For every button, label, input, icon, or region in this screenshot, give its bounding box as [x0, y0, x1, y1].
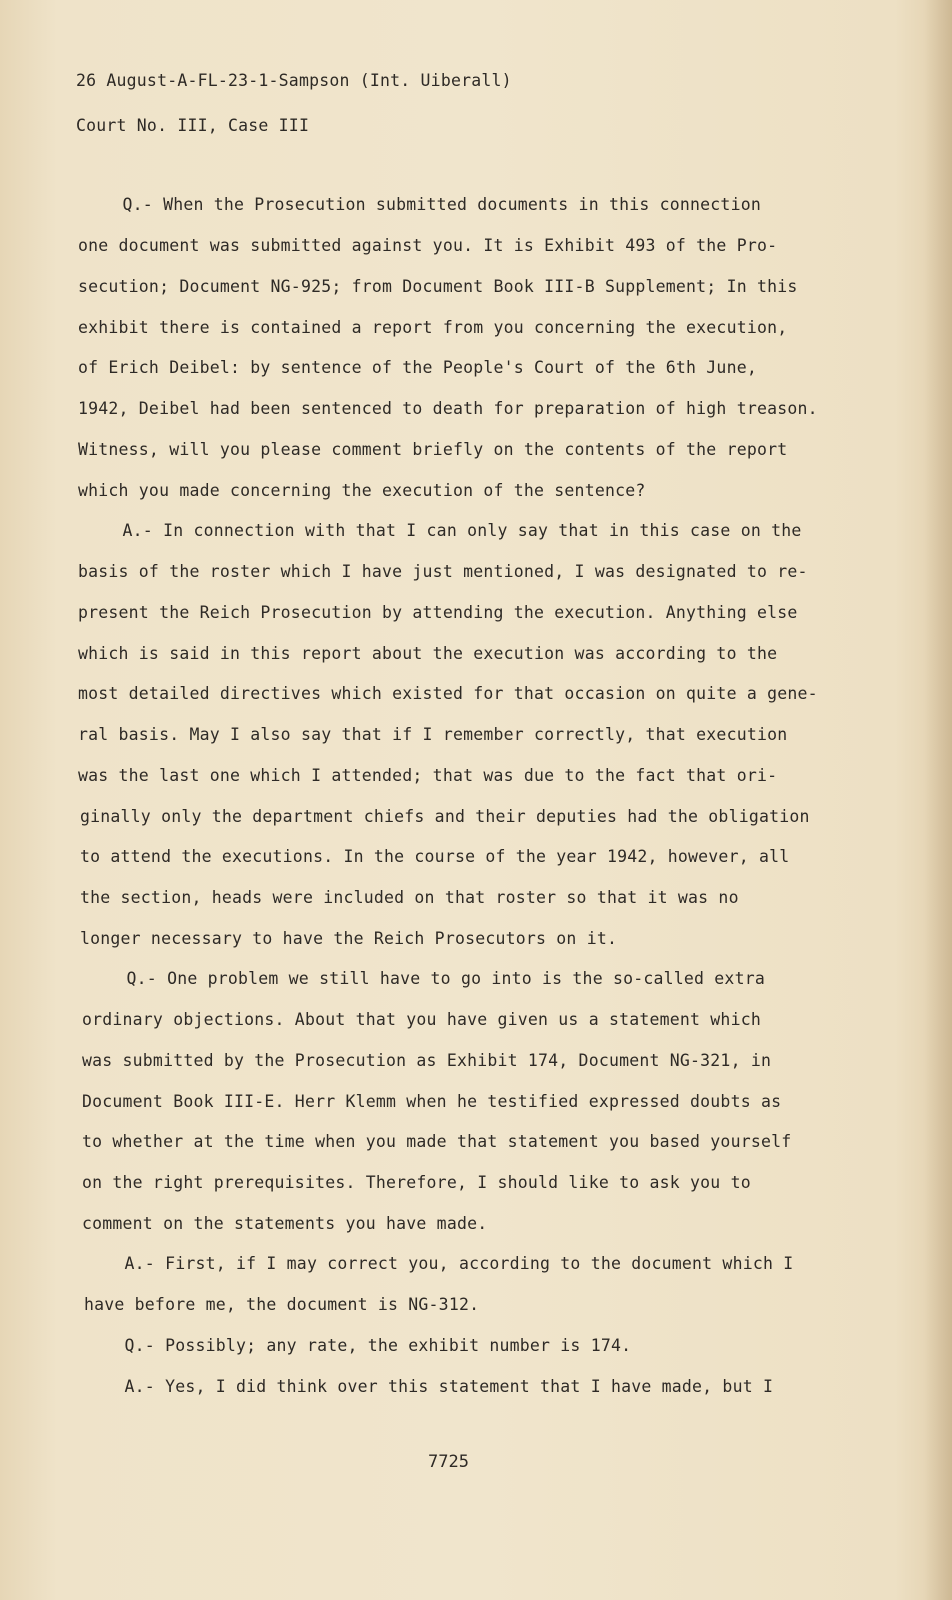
body-line: A.- First, if I may correct you, according to the document which I — [84, 1254, 794, 1273]
body-line: was submitted by the Prosecution as Exhibit 174, Document NG-321, in — [82, 1051, 772, 1070]
body-line: ral basis. May I also say that if I remember correctly, that execution — [78, 725, 788, 744]
body-line: A.- Yes, I did think over this statement that I have made, but I — [84, 1377, 774, 1396]
body-line: of Erich Deibel: by sentence of the People's Court of the 6th June, — [78, 358, 757, 377]
body-line: which is said in this report about the execution was according to the — [78, 644, 778, 663]
body-line: the section, heads were included on that roster so that it was no — [80, 888, 739, 907]
body-line: ginally only the department chiefs and their deputies had the obligation — [80, 807, 810, 826]
body-line: have before me, the document is NG-312. — [84, 1295, 480, 1314]
header-case-line: 26 August-A-FL-23-1-Sampson (Int. Uiberall) — [76, 71, 512, 90]
body-line: ordinary objections. About that you have given us a statement which — [82, 1010, 761, 1029]
body-line: on the right prerequisites. Therefore, I should like to ask you to — [82, 1173, 751, 1192]
page-edge-shading — [924, 0, 952, 1600]
body-line: basis of the roster which I have just mentioned, I was designated to re- — [78, 562, 808, 581]
body-line: A.- In connection with that I can only say that in this case on the — [82, 521, 802, 540]
body-line: most detailed directives which existed for that occasion on quite a gene- — [78, 684, 818, 703]
body-line: comment on the statements you have made. — [82, 1214, 488, 1233]
body-line: was the last one which I attended; that was due to the fact that ori- — [78, 766, 778, 785]
body-line: one document was submitted against you. It is Exhibit 493 of the Pro- — [78, 236, 778, 255]
body-line: to attend the executions. In the course of the year 1942, however, all — [80, 847, 790, 866]
page-number: 7725 — [428, 1452, 469, 1472]
body-line: which you made concerning the execution of the sentence? — [78, 481, 646, 500]
body-line: 1942, Deibel had been sentenced to death for preparation of high treason. — [78, 399, 818, 418]
body-line: Q.- When the Prosecution submitted documents in this connection — [82, 195, 761, 214]
body-line: secution; Document NG-925; from Document Book III-B Supplement; In this — [78, 277, 798, 296]
body-line: longer necessary to have the Reich Prosecutors on it. — [80, 929, 618, 948]
body-line: to whether at the time when you made that statement you based yourself — [82, 1132, 792, 1151]
header-court-line: Court No. III, Case III — [76, 116, 310, 135]
body-line: present the Reich Prosecution by attending the execution. Anything else — [78, 603, 798, 622]
body-line: Document Book III-E. Herr Klemm when he testified expressed doubts as — [82, 1092, 782, 1111]
body-line: exhibit there is contained a report from you concerning the execution, — [78, 318, 788, 337]
body-line: Q.- Possibly; any rate, the exhibit number is 174. — [84, 1336, 632, 1355]
body-line: Q.- One problem we still have to go into is the so-called extra — [86, 969, 765, 988]
body-line: Witness, will you please comment briefly on the contents of the report — [78, 440, 788, 459]
